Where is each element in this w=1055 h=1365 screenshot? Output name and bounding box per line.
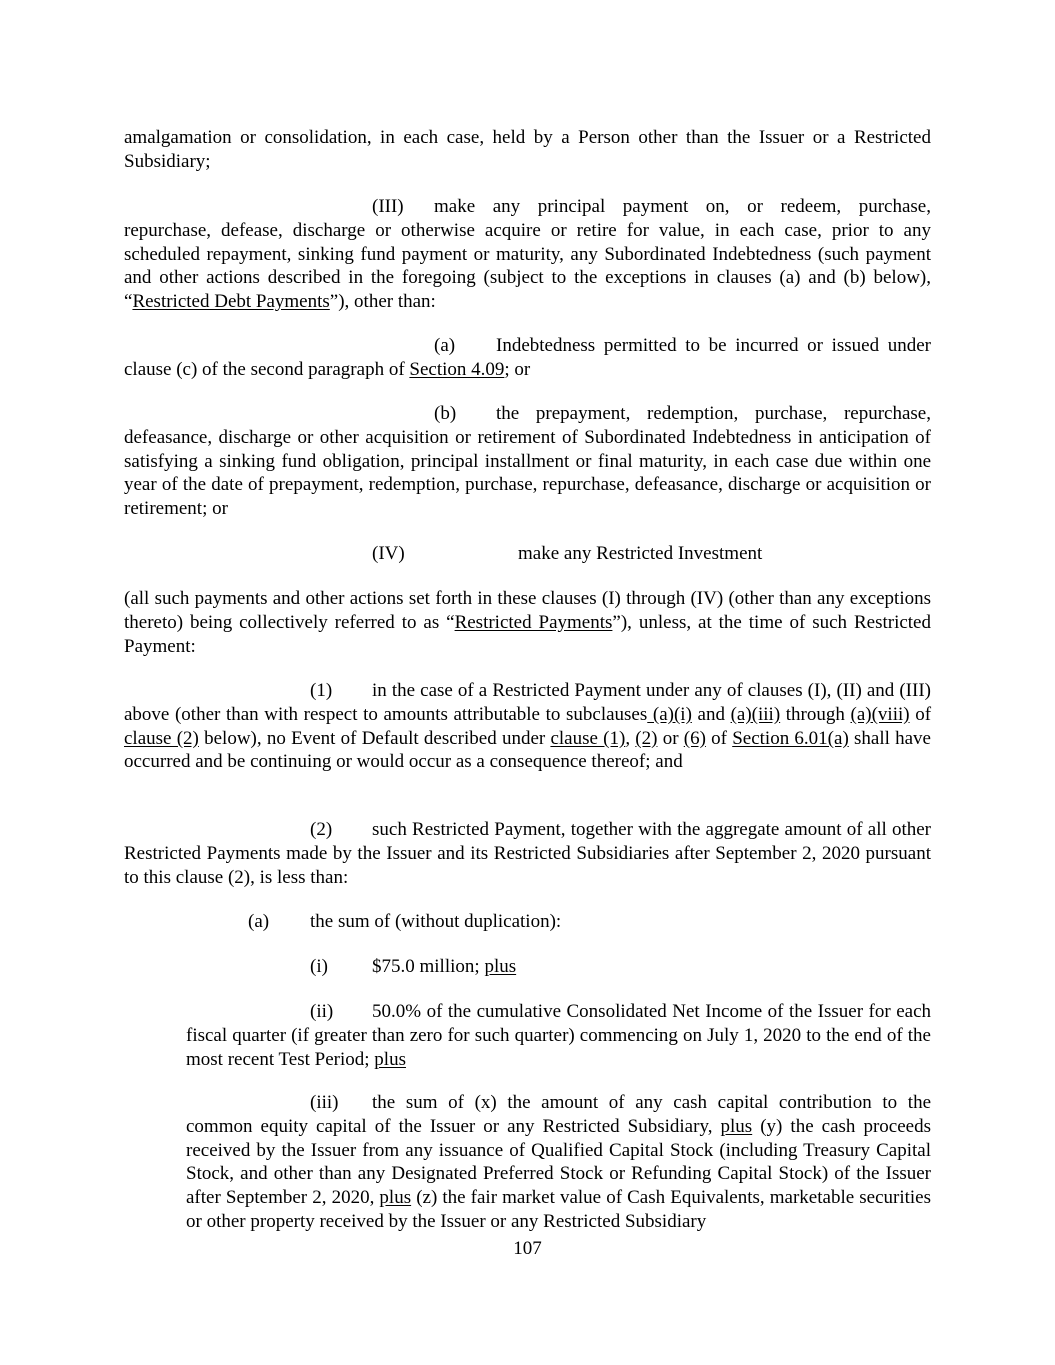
clause-number: (a) — [434, 335, 456, 356]
clause-number: (a) — [248, 911, 270, 932]
page-number: 107 — [513, 1238, 542, 1259]
subclause-iii: (iii) the sum of (x) the amount of any cash capital contribution to the common equity capital of the Issuer or any Restricted Subsidiary, plus (y) the cash proceeds received by the Issuer from any issuance of Qualified Capital Stock (including Treasury Capital Stock, and other than any Designated Preferred Stock or Refunding Capital Stock) of the Issuer after September 2, 2020, plus (z) the fair market value of Cash Equivalents, marketable securities or other property received by the Issuer or any Restricted Subsidiary — [186, 1092, 931, 1232]
clause-III: (III) make any principal payment on, or redeem, purchase, repurchase, defease, discharge or otherwise acquire or retire for value, in each case, prior to any scheduled repayment, sinking fund payment or maturity, any Subordinated Indebtedness (such payment and other actions described in the foregoing (subject to the exceptions in clauses (a) and (b) below), “Restricted Debt Payments”), other than: — [124, 196, 931, 313]
subclause-a: (a) the sum of (without duplication): — [248, 911, 562, 932]
cross-reference: (a)(iii) — [730, 703, 781, 725]
cross-reference: clause (1) — [550, 727, 626, 749]
cross-reference: clause (2) — [124, 727, 199, 749]
clause-IV: (IV) make any Restricted Investment — [372, 543, 763, 564]
clause-number: (IV) — [372, 543, 405, 564]
clause-number: (i) — [310, 956, 328, 977]
paragraph-continuation: amalgamation or consolidation, in each case, held by a Person other than the Issuer or a Restricted Subsidiary; — [124, 127, 931, 172]
cross-reference: (a)(i) — [647, 703, 692, 725]
clause-1: (1) in the case of a Restricted Payment under any of clauses (I), (II) and (III) above (other than with respect to amounts attributable to subclauses (a)(i) and (a)(iii) through (a)(viii) of clause (2) below), no Event of Default described under clause (1), (2) or (6) of Section 6.01(a) shall have occurred and be continuing or would occur as a consequence thereof; and — [124, 680, 932, 773]
clause-b: (b) the prepayment, redemption, purchase, repurchase, defeasance, discharge or other acquisition or retirement of Subordinated Indebtedness in anticipation of satisfying a sinking fund obligation, principal installment or final maturity, in each case due within one year of the date of prepayment, redemption, purchase, repurchase, defeasance, discharge or acquisition or retirement; or — [124, 403, 931, 520]
plus-term: plus — [374, 1048, 406, 1070]
clause-number: (iii) — [310, 1092, 339, 1113]
defined-term: Restricted Debt Payments — [132, 291, 330, 313]
subclause-i: (i) $75.0 million; plus — [310, 956, 517, 977]
clause-a: (a) Indebtedness permitted to be incurred or issued under clause (c) of the second paragraph of Section 4.09; or — [124, 335, 931, 380]
clause-number: (1) — [310, 680, 333, 701]
clause-number: (III) — [372, 196, 404, 217]
plus-term: plus — [720, 1115, 753, 1137]
section-reference: Section 4.09 — [409, 358, 505, 380]
plus-term: plus — [484, 956, 517, 977]
cross-reference: (6) — [683, 727, 706, 749]
subclause-ii: (ii) 50.0% of the cumulative Consolidated Net Income of the Issuer for each fiscal quarter (if greater than zero for such quarter) commencing on July 1, 2020 to the end of the most recent Test Period; plus — [186, 1001, 931, 1070]
clause-number: (b) — [434, 403, 457, 424]
cross-reference: (a)(viii) — [850, 703, 910, 725]
section-reference: Section 6.01(a) — [732, 727, 849, 749]
defined-term: Restricted Payments — [454, 611, 613, 633]
plus-term: plus — [379, 1187, 412, 1209]
clause-number: (2) — [310, 819, 333, 840]
clause-number: (ii) — [310, 1001, 334, 1022]
restricted-payments-paragraph: (all such payments and other actions set forth in these clauses (I) through (IV) (other than any exceptions thereto) being collectively referred to as “Restricted Payments”), unless, at the time of such Restricted Payment: — [124, 588, 931, 657]
cross-reference: (2) — [635, 727, 658, 749]
clause-2: (2) such Restricted Payment, together with the aggregate amount of all other Restricted Payments made by the Issuer and its Restricted Subsidiaries after September 2, 2020 pursuant to this clause (2), is less than: — [124, 819, 931, 888]
